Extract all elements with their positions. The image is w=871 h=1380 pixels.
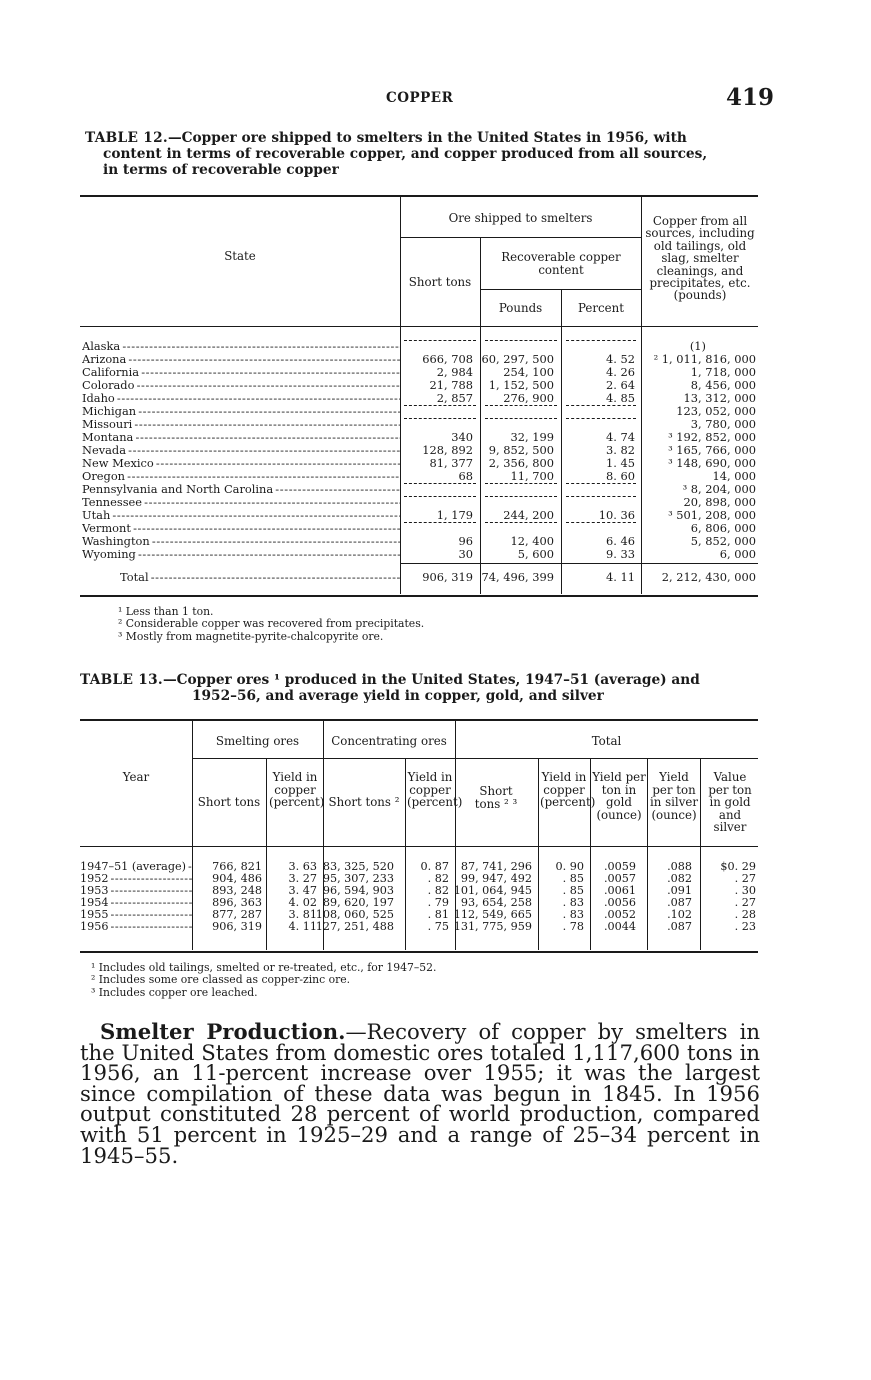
pounds-value: 244, 200 <box>503 508 554 522</box>
year-label: 1947–51 (average) - - - <box>80 861 192 873</box>
table12-header-state: State <box>224 249 256 263</box>
state-name: Arizona - - - <box>82 353 400 366</box>
short-tons-value: 21, 788 <box>429 378 473 392</box>
empty-cell <box>566 522 636 523</box>
paragraph-heading: Smelter Production. <box>100 1019 346 1044</box>
total-yield-value: . 85 <box>562 872 584 885</box>
percent-value: 4. 26 <box>606 365 635 379</box>
all-sources-value: 8, 456, 000 <box>690 378 756 392</box>
conc-tons-value: 108, 060, 525 <box>315 908 394 921</box>
smelt-yield-value: 3. 63 <box>288 860 317 873</box>
page-number: 419 <box>726 84 775 111</box>
gold-value: .0061 <box>603 884 636 897</box>
conc-tons-value: 89, 620, 197 <box>322 896 394 909</box>
table12-caption-line2: content in terms of recoverable copper, and copper produced from all sources, <box>103 146 708 162</box>
short-tons-value: 128, 892 <box>422 443 473 457</box>
percent-value: 4. 52 <box>606 352 635 366</box>
table13-header-bottom-rule <box>80 846 758 847</box>
percent-value: 9. 33 <box>606 547 635 561</box>
year-label: 1952 - - - <box>80 873 192 885</box>
empty-cell <box>485 496 557 497</box>
table12-top-rule <box>80 195 758 197</box>
silver-value: .102 <box>667 908 692 921</box>
state-name: Colorado - - - <box>82 379 400 392</box>
table12-header-rule <box>400 237 641 238</box>
gold-value: .0056 <box>603 896 636 909</box>
table13-header-total: Total <box>591 734 622 748</box>
state-name: Vermont - - - <box>82 522 400 535</box>
state-name: Montana - - - <box>82 431 400 444</box>
table12-header-short-tons: Short tons <box>408 275 472 289</box>
table12-header-all-sources: Copper from all sources, including old tailings, old slag, smelter cleanings, and precipitates, etc. (pounds) <box>645 214 755 303</box>
table-row <box>80 444 758 457</box>
table12-caption-text1: —Copper ore shipped to smelters in the United States in 1956, with <box>167 130 687 146</box>
percent-value: 4. 85 <box>606 391 635 405</box>
table-row <box>80 861 758 873</box>
footnote: ³ Mostly from magnetite-pyrite-chalcopyrite ore. <box>118 629 384 643</box>
short-tons-value: 340 <box>451 430 473 444</box>
smelt-yield-value: 3. 47 <box>288 884 317 897</box>
value-per-ton: . 27 <box>734 872 756 885</box>
silver-value: .088 <box>667 860 692 873</box>
value-per-ton: . 23 <box>734 920 756 933</box>
all-sources-value: (1) <box>689 339 706 353</box>
table-row <box>80 366 758 379</box>
smelt-tons-value: 896, 363 <box>212 896 262 909</box>
table-row <box>80 379 758 392</box>
year-label: 1954 - - - <box>80 897 192 909</box>
table13-header-year: Year <box>122 770 150 784</box>
smelt-tons-value: 906, 319 <box>212 920 262 933</box>
footnote: ¹ Less than 1 ton. <box>118 605 214 618</box>
table-row <box>80 535 758 548</box>
conc-yield-value: . 81 <box>427 908 449 921</box>
table13-header-total-yield: Yield in copper (percent) <box>540 770 596 810</box>
footnote: ² Considerable copper was recovered from precipitates. <box>118 617 425 631</box>
gold-value: .0057 <box>603 872 636 885</box>
empty-cell <box>404 483 476 484</box>
empty-cell <box>404 418 476 419</box>
empty-cell <box>566 418 636 419</box>
table-row <box>80 457 758 470</box>
empty-cell <box>404 340 476 341</box>
total-tons-value: 112, 549, 665 <box>453 908 532 921</box>
smelt-tons-value: 904, 486 <box>212 872 262 885</box>
table-row <box>80 897 758 909</box>
gold-value: .0052 <box>603 908 636 921</box>
pounds-value: 12, 400 <box>510 534 554 548</box>
all-sources-value: 6, 000 <box>719 547 756 561</box>
all-sources-value: 1, 718, 000 <box>690 365 756 379</box>
table12-caption-line3: in terms of recoverable copper <box>103 162 339 178</box>
percent-value: 2. 64 <box>606 378 635 392</box>
short-tons-value: 30 <box>458 547 473 561</box>
paragraph-text: —Recovery of copper by smelters in the United States from domestic ores totaled 1,117,600 tons in 1956, an 11-percent increase over 1955; it was the largest since compilation of these data was begun in 1845. In 1956 output constituted 28 percent of world production, compared with 51 percent in 1925–29 and a range of 25–34 percent in 1945–55. <box>80 1019 760 1168</box>
conc-tons-value: 96, 594, 903 <box>322 884 394 897</box>
total-tons-value: 131, 775, 959 <box>453 920 532 933</box>
state-name: Pennsylvania and North Carolina - - - <box>82 483 400 496</box>
state-name: Idaho - - - <box>82 392 400 405</box>
smelt-tons-value: 893, 248 <box>212 884 262 897</box>
smelter-production-paragraph <box>80 1019 760 1168</box>
percent-value: 3. 82 <box>606 443 635 457</box>
table-row <box>80 431 758 444</box>
running-title: COPPER <box>386 90 454 106</box>
empty-cell <box>485 522 557 523</box>
pounds-value: 60, 297, 500 <box>481 352 554 366</box>
empty-cell <box>485 418 557 419</box>
short-tons-value: 1, 179 <box>436 508 473 522</box>
table12-caption-line1 <box>85 130 765 146</box>
empty-cell <box>485 340 557 341</box>
table13-header-smelt-yield: Yield in copper (percent) <box>269 770 325 810</box>
conc-yield-value: . 79 <box>427 896 449 909</box>
table12-total-row <box>80 571 758 584</box>
table13-footnotes <box>91 962 436 999</box>
table12-header-percent: Percent <box>578 301 624 315</box>
table-row <box>80 483 758 496</box>
total-yield-value: . 78 <box>562 920 584 933</box>
table-row <box>80 921 758 933</box>
all-sources-value: 6, 806, 000 <box>690 521 756 535</box>
empty-cell <box>566 340 636 341</box>
empty-cell <box>566 405 636 406</box>
state-name: New Mexico - - - <box>82 457 400 470</box>
state-name: Michigan - - - <box>82 405 400 418</box>
table13-header-total-tons: Short tons ² ³ <box>474 784 518 811</box>
table13-caption-line2: 1952–56, and average yield in copper, gold, and silver <box>192 688 604 704</box>
total-all-sources: 2, 212, 430, 000 <box>661 570 756 584</box>
state-name: Alaska - - - <box>82 340 400 353</box>
table13-bottom-rule <box>80 951 758 953</box>
table12-footnotes <box>118 606 424 643</box>
short-tons-value: 2, 984 <box>436 365 473 379</box>
table13-label: TABLE 13. <box>80 672 163 688</box>
table-row <box>80 873 758 885</box>
all-sources-value: ³ 165, 766, 000 <box>668 443 756 457</box>
all-sources-value: ³ 8, 204, 000 <box>682 482 756 496</box>
table-row <box>80 909 758 921</box>
year-label: 1955 - - - <box>80 909 192 921</box>
smelt-yield-value: 3. 27 <box>288 872 317 885</box>
percent-value: 10. 36 <box>598 508 635 522</box>
year-label: 1953 - - - <box>80 885 192 897</box>
table13-caption <box>80 672 770 704</box>
pounds-value: 2, 356, 800 <box>488 456 554 470</box>
state-name: Oregon - - - <box>82 470 400 483</box>
state-name: Missouri - - - <box>82 418 400 431</box>
percent-value: 6. 46 <box>606 534 635 548</box>
empty-cell <box>566 496 636 497</box>
total-pounds: 74, 496, 399 <box>481 570 554 584</box>
total-yield-value: . 85 <box>562 884 584 897</box>
table12-header-recoverable: Recoverable copper content <box>501 250 621 277</box>
short-tons-value: 2, 857 <box>436 391 473 405</box>
table12-label: TABLE 12. <box>85 130 168 146</box>
table13-header-silver: Yield per ton in silver (ounce) <box>649 770 698 822</box>
total-yield-value: . 83 <box>562 908 584 921</box>
empty-cell <box>485 405 557 406</box>
empty-cell <box>404 522 476 523</box>
silver-value: .087 <box>667 896 692 909</box>
table-row <box>80 392 758 405</box>
table12-header-bottom-rule <box>80 326 758 327</box>
pounds-value: 32, 199 <box>510 430 554 444</box>
table13-header-smelting: Smelting ores <box>215 734 300 748</box>
table13-header-conc-yield: Yield in copper (percent) <box>407 770 463 810</box>
state-name: Tennessee - - - <box>82 496 400 509</box>
total-tons-value: 99, 947, 492 <box>460 872 532 885</box>
conc-yield-value: . 82 <box>427 884 449 897</box>
total-tons-value: 87, 741, 296 <box>460 860 532 873</box>
table13-caption-text1: —Copper ores ¹ produced in the United States, 1947–51 (average) and <box>162 672 700 688</box>
all-sources-value: ³ 192, 852, 000 <box>668 430 756 444</box>
state-name: Washington - - - <box>82 535 400 548</box>
all-sources-value: 14, 000 <box>712 469 756 483</box>
total-short-tons: 906, 319 <box>422 570 473 584</box>
smelt-tons-value: 877, 287 <box>212 908 262 921</box>
table13-header-value: Value per ton in gold and silver <box>708 770 752 835</box>
table-row <box>80 509 758 522</box>
conc-tons-value: 83, 325, 520 <box>322 860 394 873</box>
state-name: Wyoming - - - <box>82 548 400 561</box>
all-sources-value: 5, 852, 000 <box>690 534 756 548</box>
smelt-tons-value: 766, 821 <box>212 860 262 873</box>
table12-header-rule <box>480 289 641 290</box>
pounds-value: 11, 700 <box>510 469 554 483</box>
silver-value: .091 <box>667 884 692 897</box>
conc-yield-value: . 75 <box>427 920 449 933</box>
total-tons-value: 101, 064, 945 <box>453 884 532 897</box>
smelt-yield-value: 4. 02 <box>288 896 317 909</box>
state-name: Utah - - - <box>82 509 400 522</box>
silver-value: .082 <box>667 872 692 885</box>
conc-yield-value: . 82 <box>427 872 449 885</box>
smelt-yield-value: 4. 11 <box>288 920 317 933</box>
value-per-ton: $0. 29 <box>720 860 756 873</box>
value-per-ton: . 27 <box>734 896 756 909</box>
table12-header-ore-shipped: Ore shipped to smelters <box>448 211 593 225</box>
table13-header-rule <box>192 758 758 759</box>
pounds-value: 276, 900 <box>503 391 554 405</box>
table-row <box>80 405 758 418</box>
all-sources-value: 13, 312, 000 <box>683 391 756 405</box>
pounds-value: 5, 600 <box>517 547 554 561</box>
percent-value: 8. 60 <box>606 469 635 483</box>
short-tons-value: 81, 377 <box>429 456 473 470</box>
all-sources-value: 20, 898, 000 <box>683 495 756 509</box>
pounds-value: 1, 152, 500 <box>488 378 554 392</box>
empty-cell <box>404 405 476 406</box>
silver-value: .087 <box>667 920 692 933</box>
table12-total-rule <box>400 563 758 564</box>
table12-caption <box>85 130 765 178</box>
table-row <box>80 353 758 366</box>
state-name: California - - - <box>82 366 400 379</box>
short-tons-value: 68 <box>458 469 473 483</box>
conc-tons-value: 95, 307, 233 <box>322 872 394 885</box>
value-per-ton: . 28 <box>734 908 756 921</box>
table13-header-concentrating: Concentrating ores <box>331 734 447 748</box>
table-row <box>80 522 758 535</box>
percent-value: 4. 74 <box>606 430 635 444</box>
footnote: ¹ Includes old tailings, smelted or re-treated, etc., for 1947–52. <box>91 961 437 974</box>
table-row <box>80 885 758 897</box>
table-row <box>80 470 758 483</box>
total-label: Total - - - <box>120 571 400 584</box>
table12-header-pounds: Pounds <box>498 301 543 315</box>
value-per-ton: . 30 <box>734 884 756 897</box>
conc-yield-value: 0. 87 <box>420 860 449 873</box>
year-label: 1956 - - - <box>80 921 192 933</box>
total-yield-value: 0. 90 <box>555 860 584 873</box>
gold-value: .0059 <box>603 860 636 873</box>
percent-value: 1. 45 <box>606 456 635 470</box>
short-tons-value: 96 <box>458 534 473 548</box>
table13-header-gold: Yield per ton in gold (ounce) <box>592 770 646 822</box>
empty-cell <box>485 483 557 484</box>
empty-cell <box>404 496 476 497</box>
table12-bottom-rule <box>80 595 758 597</box>
table-row <box>80 418 758 431</box>
total-tons-value: 93, 654, 258 <box>460 896 532 909</box>
table-row <box>80 548 758 561</box>
total-percent: 4. 11 <box>606 570 635 584</box>
empty-cell <box>566 483 636 484</box>
all-sources-value: ³ 148, 690, 000 <box>668 456 756 470</box>
conc-tons-value: 127, 251, 488 <box>315 920 394 933</box>
footnote: ³ Includes copper ore leached. <box>91 985 258 999</box>
short-tons-value: 666, 708 <box>422 352 473 366</box>
table13-caption-line1 <box>80 672 770 688</box>
pounds-value: 254, 100 <box>503 365 554 379</box>
all-sources-value: ³ 501, 208, 000 <box>668 508 756 522</box>
table13-top-rule <box>80 719 758 721</box>
table-row <box>80 496 758 509</box>
all-sources-value: 123, 052, 000 <box>676 404 756 418</box>
pounds-value: 9, 852, 500 <box>488 443 554 457</box>
all-sources-value: ² 1, 011, 816, 000 <box>653 352 756 366</box>
table13-header-smelt-tons: Short tons <box>197 795 261 809</box>
smelt-yield-value: 3. 81 <box>288 908 317 921</box>
gold-value: .0044 <box>603 920 636 933</box>
state-name: Nevada - - - <box>82 444 400 457</box>
all-sources-value: 3, 780, 000 <box>690 417 756 431</box>
footnote: ² Includes some ore classed as copper-zinc ore. <box>91 973 351 987</box>
table13-header-conc-tons: Short tons ² <box>328 795 400 809</box>
total-yield-value: . 83 <box>562 896 584 909</box>
